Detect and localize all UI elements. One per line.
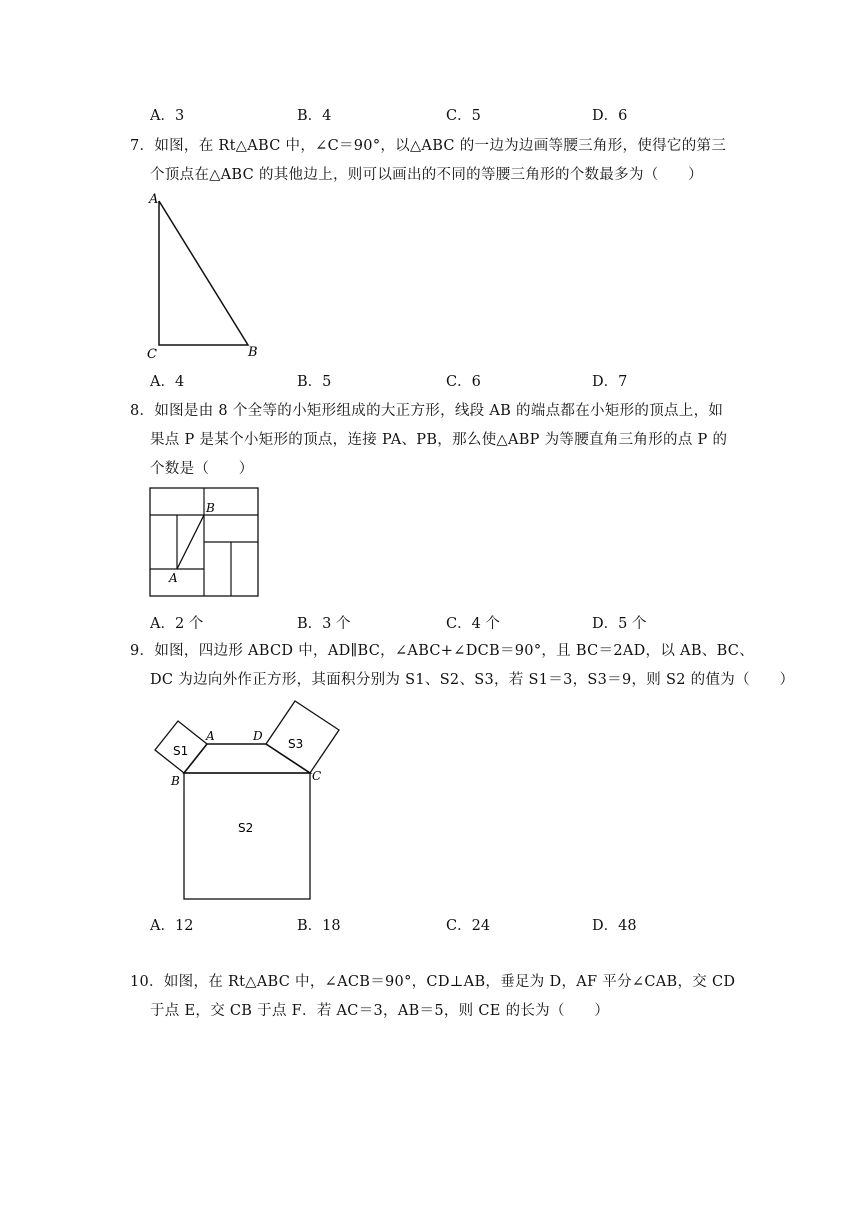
q6-option-b: B．4 xyxy=(297,108,332,124)
q7-stem-line1: 7．如图，在 Rt△ABC 中，∠C＝90°，以△ABC 的一边为边画等腰三角形，使得它的第三 xyxy=(130,138,727,154)
q7-option-a: A．4 xyxy=(150,374,185,390)
q9-label-b: B xyxy=(171,774,180,788)
q9-label-s1: S1 xyxy=(173,744,189,758)
q9-option-d: D．48 xyxy=(592,918,637,934)
q7-option-b: B．5 xyxy=(297,374,332,390)
q8-option-b: B．3 个 xyxy=(297,616,351,632)
q7-label-c: C xyxy=(147,347,157,362)
q7-option-c: C．6 xyxy=(446,374,481,390)
q9-label-s3: S3 xyxy=(288,737,304,751)
q8-option-c: C．4 个 xyxy=(446,616,500,632)
q7-label-a: A xyxy=(149,192,159,207)
q7-option-d: D．7 xyxy=(592,374,628,390)
q6-option-a: A．3 xyxy=(150,108,185,124)
q8-rectangles-figure xyxy=(145,484,265,602)
q7-label-b: B xyxy=(248,345,258,360)
q10-stem-line2: 于点 E，交 CB 于点 F．若 AC＝3，AB＝5，则 CE 的长为（ ） xyxy=(150,1003,610,1019)
q7-stem-line2: 个顶点在△ABC 的其他边上，则可以画出的不同的等腰三角形的个数最多为（ ） xyxy=(150,167,703,183)
q6-option-c: C．5 xyxy=(446,108,481,124)
q8-option-d: D．5 个 xyxy=(592,616,647,632)
q9-option-b: B．18 xyxy=(297,918,341,934)
q9-label-d: D xyxy=(253,729,263,743)
q8-stem-line2: 果点 P 是某个小矩形的顶点，连接 PA、PB，那么使△ABP 为等腰直角三角形的点 P 的 xyxy=(150,432,728,448)
q6-option-d: D．6 xyxy=(592,108,628,124)
q9-stem-line2: DC 为边向外作正方形，其面积分别为 S1、S2、S3，若 S1＝3，S3＝9，则 S2 的值为（ ） xyxy=(150,672,795,688)
q8-stem-line3: 个数是（ ） xyxy=(150,461,254,477)
q8-label-b: B xyxy=(206,501,215,515)
q8-option-a: A．2 个 xyxy=(150,616,204,632)
q10-stem-line1: 10．如图，在 Rt△ABC 中，∠ACB＝90°，CD⊥AB，垂足为 D，AF 平分∠CAB，交 CD xyxy=(130,974,736,990)
q9-squares-figure xyxy=(140,695,340,905)
q8-label-a: A xyxy=(169,571,178,585)
q9-option-c: C．24 xyxy=(446,918,491,934)
q8-stem-line1: 8．如图是由 8 个全等的小矩形组成的大正方形，线段 AB 的端点都在小矩形的顶点上，如 xyxy=(130,403,724,419)
q9-label-a: A xyxy=(206,729,215,743)
q9-label-c: C xyxy=(312,769,322,783)
q7-triangle-figure xyxy=(140,190,270,365)
q9-option-a: A．12 xyxy=(150,918,194,934)
q9-label-s2: S2 xyxy=(238,821,254,835)
q9-stem-line1: 9．如图，四边形 ABCD 中，AD∥BC，∠ABC+∠DCB＝90°，且 BC＝2AD，以 AB、BC、 xyxy=(130,643,754,659)
